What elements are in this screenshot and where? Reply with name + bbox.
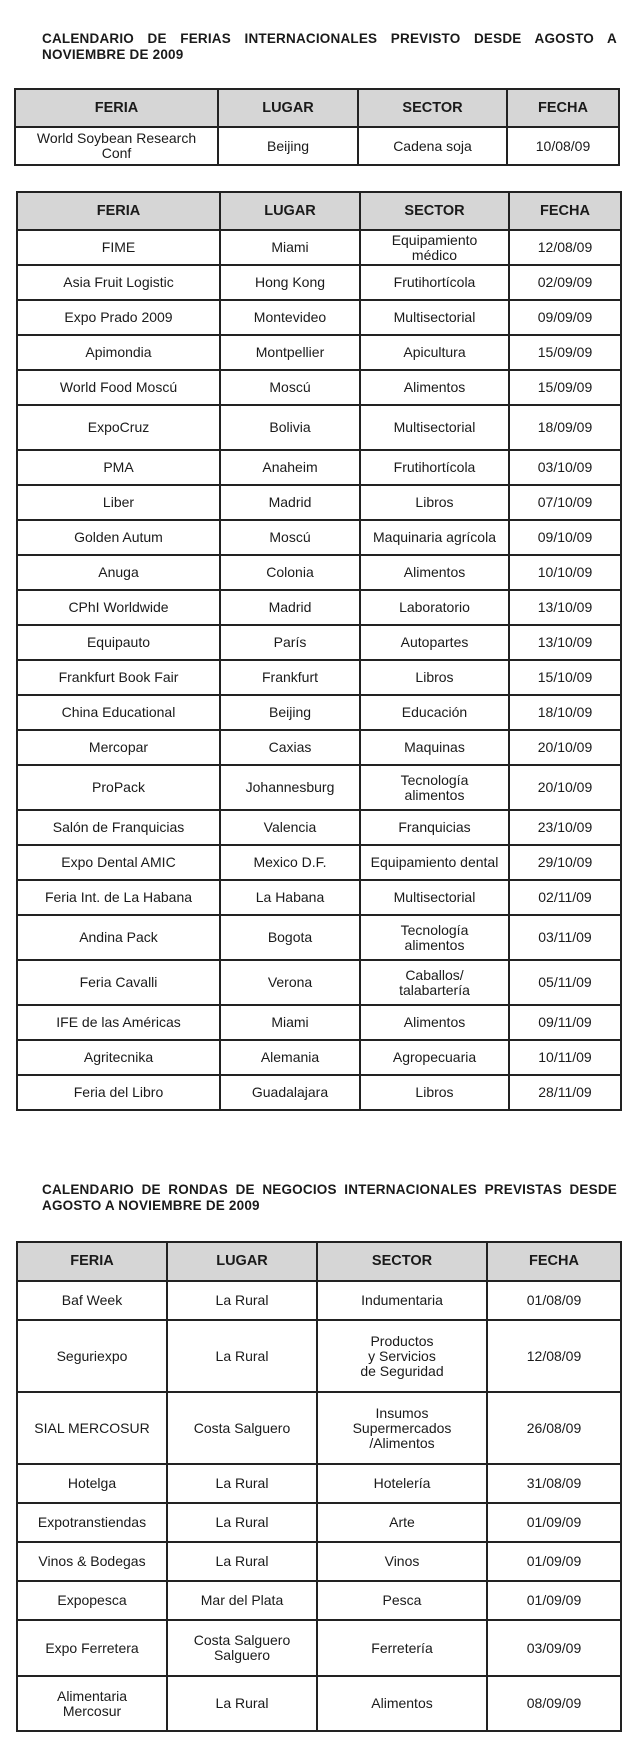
cell-fecha: 15/09/09 <box>509 335 621 370</box>
table-row <box>17 230 621 265</box>
cell-feria: Expopesca <box>17 1581 167 1620</box>
cell-fecha: 18/10/09 <box>509 695 621 730</box>
table-row <box>17 1075 621 1110</box>
cell-lugar: La Rural <box>167 1542 317 1581</box>
cell-lugar: Alemania <box>220 1040 360 1075</box>
cell-sector: Maquinas <box>360 730 509 765</box>
cell-sector: Alimentos <box>360 370 509 405</box>
cell-feria: Hotelga <box>17 1464 167 1503</box>
table-row <box>17 1005 621 1040</box>
cell-fecha: 03/10/09 <box>509 450 621 485</box>
table-row <box>17 660 621 695</box>
table-row <box>17 1040 621 1075</box>
cell-lugar: La Rural <box>167 1320 317 1392</box>
cell-fecha: 26/08/09 <box>487 1392 621 1464</box>
cell-lugar: Valencia <box>220 810 360 845</box>
cell-feria: Expo Prado 2009 <box>17 300 220 335</box>
cell-lugar: Montpellier <box>220 335 360 370</box>
cell-sector: Libros <box>360 485 509 520</box>
cell-fecha: 05/11/09 <box>509 960 621 1005</box>
cell-feria: Expo Ferretera <box>17 1620 167 1676</box>
cell-fecha: 02/11/09 <box>509 880 621 915</box>
cell-feria: Liber <box>17 485 220 520</box>
cell-sector: Equipamiento médico <box>360 230 509 265</box>
cell-fecha: 09/10/09 <box>509 520 621 555</box>
header-lugar: LUGAR <box>167 1242 317 1281</box>
cell-feria: Frankfurt Book Fair <box>17 660 220 695</box>
cell-sector: Apicultura <box>360 335 509 370</box>
cell-sector: Laboratorio <box>360 590 509 625</box>
cell-lugar: La Habana <box>220 880 360 915</box>
cell-lugar: Anaheim <box>220 450 360 485</box>
cell-lugar: Miami <box>220 230 360 265</box>
cell-fecha: 01/09/09 <box>487 1581 621 1620</box>
cell-feria: Expotranstiendas <box>17 1503 167 1542</box>
cell-sector: Indumentaria <box>317 1281 487 1320</box>
cell-sector: Insumos Supermercados /Alimentos <box>317 1392 487 1464</box>
header-lugar: LUGAR <box>220 192 360 230</box>
table-header-row <box>17 1242 621 1281</box>
cell-sector: Pesca <box>317 1581 487 1620</box>
header-fecha: FECHA <box>487 1242 621 1281</box>
cell-lugar: Costa Salguero Salguero <box>167 1620 317 1676</box>
cell-lugar: Bolivia <box>220 405 360 450</box>
cell-fecha: 12/08/09 <box>487 1320 621 1392</box>
cell-sector: Frutihortícola <box>360 265 509 300</box>
cell-feria: Alimentaria Mercosur <box>17 1676 167 1731</box>
cell-feria: Vinos & Bodegas <box>17 1542 167 1581</box>
cell-fecha: 23/10/09 <box>509 810 621 845</box>
cell-fecha: 09/09/09 <box>509 300 621 335</box>
cell-feria: World Soybean Research Conf <box>15 127 218 165</box>
cell-fecha: 03/09/09 <box>487 1620 621 1676</box>
cell-lugar: Bogota <box>220 915 360 960</box>
cell-sector: Maquinaria agrícola <box>360 520 509 555</box>
cell-sector: Multisectorial <box>360 405 509 450</box>
cell-fecha: 09/11/09 <box>509 1005 621 1040</box>
header-lugar: LUGAR <box>218 89 358 127</box>
cell-sector: Ferretería <box>317 1620 487 1676</box>
cell-lugar: La Rural <box>167 1503 317 1542</box>
header-sector: SECTOR <box>317 1242 487 1281</box>
cell-lugar: Moscú <box>220 520 360 555</box>
table-row <box>17 625 621 660</box>
table-row <box>17 1581 621 1620</box>
header-sector: SECTOR <box>358 89 507 127</box>
table-row <box>17 880 621 915</box>
cell-feria: Salón de Franquicias <box>17 810 220 845</box>
cell-lugar: Madrid <box>220 590 360 625</box>
cell-lugar: Beijing <box>220 695 360 730</box>
cell-sector: Libros <box>360 1075 509 1110</box>
cell-lugar: La Rural <box>167 1281 317 1320</box>
cell-fecha: 13/10/09 <box>509 590 621 625</box>
cell-fecha: 20/10/09 <box>509 765 621 810</box>
cell-lugar: Johannesburg <box>220 765 360 810</box>
cell-feria: ProPack <box>17 765 220 810</box>
cell-sector: Libros <box>360 660 509 695</box>
cell-fecha: 18/09/09 <box>509 405 621 450</box>
cell-sector: Alimentos <box>360 1005 509 1040</box>
cell-feria: Agritecnika <box>17 1040 220 1075</box>
cell-sector: Alimentos <box>360 555 509 590</box>
cell-feria: Feria Cavalli <box>17 960 220 1005</box>
table-row <box>15 127 619 165</box>
cell-sector: Productos y Servicios de Seguridad <box>317 1320 487 1392</box>
table-row <box>17 1392 621 1464</box>
cell-feria: Seguriexpo <box>17 1320 167 1392</box>
table-featured-fair <box>14 88 620 166</box>
cell-lugar: Caxias <box>220 730 360 765</box>
cell-lugar: Madrid <box>220 485 360 520</box>
table-row <box>17 960 621 1005</box>
cell-fecha: 03/11/09 <box>509 915 621 960</box>
cell-fecha: 28/11/09 <box>509 1075 621 1110</box>
cell-lugar: Costa Salguero <box>167 1392 317 1464</box>
title-rondas: CALENDARIO DE RONDAS DE NEGOCIOS INTERNACIONALES PREVISTAS DESDE AGOSTO A NOVIEMBRE DE 2009 <box>42 1182 617 1213</box>
table-rondas <box>16 1241 622 1732</box>
cell-feria: CPhI Worldwide <box>17 590 220 625</box>
header-fecha: FECHA <box>509 192 621 230</box>
cell-sector: Vinos <box>317 1542 487 1581</box>
table-row <box>17 1620 621 1676</box>
cell-lugar: Moscú <box>220 370 360 405</box>
cell-feria: IFE de las Américas <box>17 1005 220 1040</box>
cell-feria: Feria del Libro <box>17 1075 220 1110</box>
cell-feria: Expo Dental AMIC <box>17 845 220 880</box>
table-row <box>17 1542 621 1581</box>
table-row <box>17 1320 621 1392</box>
table-row <box>17 405 621 450</box>
cell-fecha: 01/08/09 <box>487 1281 621 1320</box>
cell-feria: Mercopar <box>17 730 220 765</box>
cell-sector: Franquicias <box>360 810 509 845</box>
cell-lugar: Colonia <box>220 555 360 590</box>
cell-feria: Apimondia <box>17 335 220 370</box>
cell-sector: Autopartes <box>360 625 509 660</box>
table-row <box>17 485 621 520</box>
cell-lugar: Mexico D.F. <box>220 845 360 880</box>
cell-sector: Tecnología alimentos <box>360 765 509 810</box>
cell-fecha: 12/08/09 <box>509 230 621 265</box>
cell-feria: PMA <box>17 450 220 485</box>
header-feria: FERIA <box>17 1242 167 1281</box>
cell-feria: Baf Week <box>17 1281 167 1320</box>
cell-fecha: 10/08/09 <box>507 127 619 165</box>
cell-fecha: 15/09/09 <box>509 370 621 405</box>
table-row <box>17 1503 621 1542</box>
cell-feria: Golden Autum <box>17 520 220 555</box>
table-row <box>17 810 621 845</box>
cell-lugar: Frankfurt <box>220 660 360 695</box>
cell-sector: Tecnología alimentos <box>360 915 509 960</box>
cell-lugar: Verona <box>220 960 360 1005</box>
cell-feria: Asia Fruit Logistic <box>17 265 220 300</box>
table-row <box>17 590 621 625</box>
cell-sector: Frutihortícola <box>360 450 509 485</box>
cell-sector: Multisectorial <box>360 880 509 915</box>
table-row <box>17 370 621 405</box>
cell-feria: World Food Moscú <box>17 370 220 405</box>
table-ferias <box>16 191 622 1111</box>
header-feria: FERIA <box>17 192 220 230</box>
cell-sector: Hotelería <box>317 1464 487 1503</box>
table-row <box>17 1464 621 1503</box>
table-row <box>17 450 621 485</box>
cell-lugar: Mar del Plata <box>167 1581 317 1620</box>
cell-fecha: 20/10/09 <box>509 730 621 765</box>
table-row <box>17 335 621 370</box>
cell-sector: Arte <box>317 1503 487 1542</box>
cell-sector: Caballos/ talabartería <box>360 960 509 1005</box>
cell-feria: Anuga <box>17 555 220 590</box>
table-row <box>17 915 621 960</box>
cell-lugar: La Rural <box>167 1676 317 1731</box>
cell-lugar: Guadalajara <box>220 1075 360 1110</box>
table-row <box>17 695 621 730</box>
table-row <box>17 555 621 590</box>
cell-lugar: Miami <box>220 1005 360 1040</box>
cell-feria: China Educational <box>17 695 220 730</box>
cell-lugar: Beijing <box>218 127 358 165</box>
cell-lugar: Montevideo <box>220 300 360 335</box>
cell-feria: SIAL MERCOSUR <box>17 1392 167 1464</box>
table-header-row <box>17 192 621 230</box>
cell-lugar: París <box>220 625 360 660</box>
cell-fecha: 29/10/09 <box>509 845 621 880</box>
cell-sector: Multisectorial <box>360 300 509 335</box>
title-ferias: CALENDARIO DE FERIAS INTERNACIONALES PREVISTO DESDE AGOSTO A NOVIEMBRE DE 2009 <box>42 31 617 62</box>
table-row <box>17 520 621 555</box>
cell-fecha: 01/09/09 <box>487 1542 621 1581</box>
cell-fecha: 10/10/09 <box>509 555 621 590</box>
cell-fecha: 10/11/09 <box>509 1040 621 1075</box>
cell-lugar: Hong Kong <box>220 265 360 300</box>
cell-feria: Equipauto <box>17 625 220 660</box>
cell-fecha: 15/10/09 <box>509 660 621 695</box>
cell-sector: Agropecuaria <box>360 1040 509 1075</box>
table-row <box>17 730 621 765</box>
cell-fecha: 08/09/09 <box>487 1676 621 1731</box>
cell-feria: FIME <box>17 230 220 265</box>
cell-fecha: 01/09/09 <box>487 1503 621 1542</box>
cell-feria: Andina Pack <box>17 915 220 960</box>
table-header-row <box>15 89 619 127</box>
cell-sector: Equipamiento dental <box>360 845 509 880</box>
cell-sector: Alimentos <box>317 1676 487 1731</box>
cell-fecha: 13/10/09 <box>509 625 621 660</box>
cell-lugar: La Rural <box>167 1464 317 1503</box>
cell-feria: Feria Int. de La Habana <box>17 880 220 915</box>
table-row <box>17 765 621 810</box>
cell-feria: ExpoCruz <box>17 405 220 450</box>
cell-fecha: 31/08/09 <box>487 1464 621 1503</box>
cell-fecha: 07/10/09 <box>509 485 621 520</box>
table-row <box>17 845 621 880</box>
table-row <box>17 265 621 300</box>
table-row <box>17 1281 621 1320</box>
table-row <box>17 1676 621 1731</box>
cell-sector: Educación <box>360 695 509 730</box>
cell-fecha: 02/09/09 <box>509 265 621 300</box>
header-sector: SECTOR <box>360 192 509 230</box>
header-fecha: FECHA <box>507 89 619 127</box>
header-feria: FERIA <box>15 89 218 127</box>
table-row <box>17 300 621 335</box>
cell-sector: Cadena soja <box>358 127 507 165</box>
